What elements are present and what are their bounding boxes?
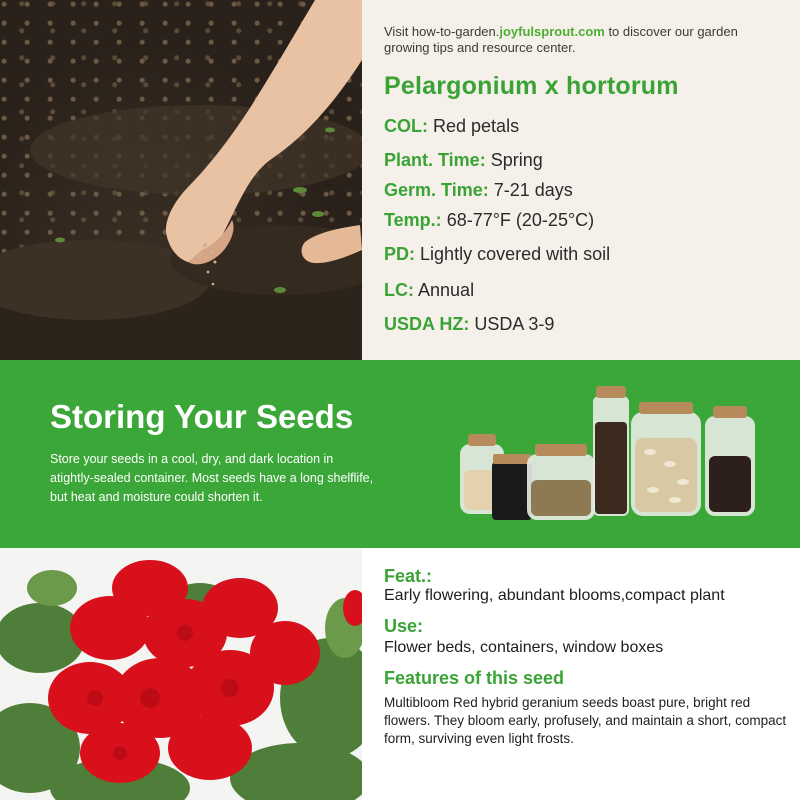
spec-key: Temp.	[384, 210, 436, 230]
spec-temperature	[384, 210, 594, 231]
spec-value: Lightly covered with soil	[420, 244, 611, 264]
spec-separator: :	[463, 314, 470, 334]
visit-suffix: to discover our garden growing tips and resource center.	[384, 24, 738, 55]
storing-seeds-band	[0, 360, 800, 548]
site-link[interactable]: joyfulsprout.com	[499, 24, 605, 39]
spec-value: 68-77°F (20-25°C)	[446, 210, 595, 230]
plant-info-panel	[362, 0, 800, 360]
species-name: Pelargonium x hortorum	[384, 72, 679, 100]
spec-separator: :	[422, 116, 428, 136]
spec-value: Annual	[418, 280, 475, 300]
seed-jars-illustration	[455, 382, 775, 527]
spec-plant-time	[384, 150, 543, 171]
geranium-illustration	[0, 548, 362, 800]
storing-title: Storing Your Seeds	[50, 398, 354, 435]
spec-key: Germ. Time	[384, 180, 483, 200]
spec-planting-depth	[384, 244, 610, 265]
spec-key: PD	[384, 244, 410, 264]
feat-label: Feat.:	[384, 566, 433, 586]
spec-key: COL	[384, 116, 422, 136]
spec-color	[384, 116, 519, 137]
visit-prefix: Visit how-to-garden.	[384, 24, 500, 39]
use-label: Use:	[384, 616, 424, 636]
visit-notice	[384, 24, 784, 56]
spec-key: USDA HZ	[384, 314, 464, 334]
spec-key: Plant. Time	[384, 150, 480, 170]
spec-value: Red petals	[433, 116, 520, 136]
storing-text: Store your seeds in a cool, dry, and dark location in atightly-sealed container. Most seeds have a long shelflife, but heat and moisture could shorten it.	[50, 452, 374, 504]
spec-separator: :	[408, 280, 414, 300]
soil-hand-illustration	[0, 0, 362, 360]
seed-features-text: Multibloom Red hybrid geranium seeds boast pure, bright red flowers. They bloom early, profusely, and maintain a short, compact form, surviving even light frosts.	[384, 695, 787, 746]
spec-separator: :	[479, 150, 486, 170]
seed-features-label: Features of this seed	[384, 668, 565, 688]
top-section	[0, 0, 800, 360]
soil-hand-photo	[0, 0, 362, 360]
spec-separator: :	[482, 180, 489, 200]
spec-key: LC	[384, 280, 408, 300]
use-text: Flower beds, containers, window boxes	[384, 639, 664, 656]
spec-germ-time	[384, 180, 573, 201]
feat-text: Early flowering, abundant blooms,compact plant	[384, 587, 725, 604]
spec-separator: :	[409, 244, 416, 264]
features-section	[0, 548, 800, 800]
spec-value: USDA 3-9	[474, 314, 555, 334]
geranium-photo	[0, 548, 362, 800]
spec-separator: :	[435, 210, 442, 230]
spec-value: Spring	[490, 150, 543, 170]
spec-usda-zone	[384, 314, 554, 335]
spec-value: 7-21 days	[493, 180, 573, 200]
spec-life-cycle	[384, 280, 474, 301]
